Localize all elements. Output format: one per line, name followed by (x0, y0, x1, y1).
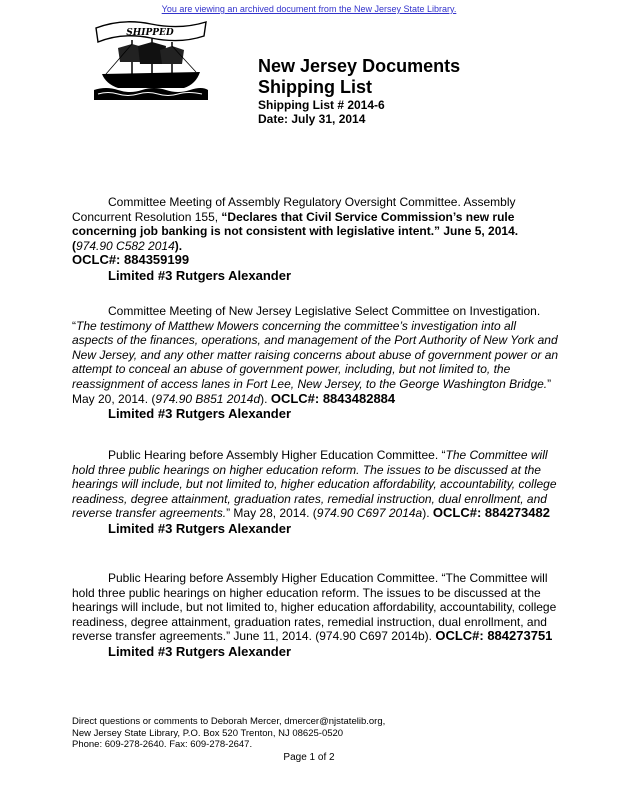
entry-text-italic: The testimony of Matthew Mowers concerning the committee’s investigation into all aspects of the finances, operations, and management of the Port Authority of New York and New Jersey, and any other matter raising concerns about abuse of government power or an attempt to conceal an abuse of government power, including, but not limited to, the reassignment of access lanes in Fort Lee, New Jersey, to the George Washington Bridge. (72, 318, 559, 391)
list-item (72, 448, 560, 537)
entry-text: ” May 28, 2014. ( (226, 506, 317, 521)
list-item (72, 195, 560, 284)
entry-description (72, 304, 560, 406)
logo-banner-text: SHIPPED (126, 28, 174, 38)
archive-notice-link[interactable]: You are viewing an archived document from the New Jersey State Library. (161, 4, 457, 14)
entry-oclc-number: OCLC#: 8843482884 (270, 390, 396, 406)
entry-distribution: Limited #3 Rutgers Alexander (108, 520, 292, 536)
entry-text: Committee Meeting of New Jersey Legislative Select Committee on Investigation. “ (72, 304, 541, 333)
entry-text: ” May 20, 2014. ( (72, 376, 552, 406)
entry-distribution: Limited #3 Rutgers Alexander (108, 267, 292, 283)
list-item (72, 304, 560, 422)
shipped-ship-logo (92, 18, 210, 102)
entry-text: ( (72, 238, 76, 253)
list-item (72, 571, 560, 660)
entry-description (72, 571, 560, 644)
document-title-line2: Shipping List (258, 77, 372, 97)
entry-call-number: 974.90 C582 2014 (76, 238, 175, 253)
entry-text: ). (422, 506, 433, 521)
page-number: Page 1 of 2 (283, 752, 335, 763)
entry-text: Public Hearing before Assembly Higher Education Committee. “The Committee will hold three public hearings on higher education reform. The issues to be discussed at the hearings will include, but not limited to, higher education affordability, accountability, college readiness, degree attainment, graduation rates, remedial instruction, dual enrollment, and reverse transfer agreements.” June 11, 2014. (974.90 C697 2014b). (72, 571, 557, 644)
document-header (258, 56, 460, 126)
entry-text-bold: “Declares that Civil Service Commission’s new rule concerning job banking is not consistent with legislative intent.” June 5, 2014. (72, 209, 519, 239)
entry-oclc-number: OCLC#: 884273751 (435, 628, 553, 644)
entry-distribution: Limited #3 Rutgers Alexander (108, 406, 292, 422)
entry-oclc-number: OCLC#: 884273482 (432, 505, 550, 521)
entry-distribution: Limited #3 Rutgers Alexander (108, 643, 292, 659)
footer-contact-line: Direct questions or comments to Deborah Mercer, dmercer@njstatelib.org, (72, 716, 386, 727)
entry-description (72, 195, 560, 253)
entry-call-number: 974.90 B851 2014d (155, 391, 261, 406)
entry-text: ). (260, 391, 271, 406)
entry-oclc-number: OCLC#: 884359199 (72, 252, 190, 268)
entry-call-number: 974.90 C697 2014a (316, 506, 423, 521)
entry-description (72, 448, 560, 521)
entry-text-italic: The Committee will hold three public hearings on higher education reform. The issues to be discussed at the hearings will include, but not limited to, higher education affordability, accountability, college readiness, degree attainment, graduation rates, remedial instruction, dual enrollment, and reverse transfer agreements. (72, 448, 557, 521)
footer-phone-line: Phone: 609-278-2640. Fax: 609-278-2647. (72, 739, 253, 750)
document-title-line1: New Jersey Documents (258, 56, 461, 76)
entry-text: Committee Meeting of Assembly Regulatory Oversight Committee. Assembly Concurrent Resolution 155, (72, 195, 516, 224)
entry-text: Public Hearing before Assembly Higher Education Committee. “ (108, 448, 446, 462)
entry-text: ). (174, 238, 183, 253)
footer-address-line: New Jersey State Library, P.O. Box 520 Trenton, NJ 08625-0520 (72, 727, 344, 739)
shipping-list-number: Shipping List # 2014-6 (258, 98, 385, 112)
contact-footer (72, 716, 385, 751)
shipping-list-date: Date: July 31, 2014 (258, 112, 366, 126)
